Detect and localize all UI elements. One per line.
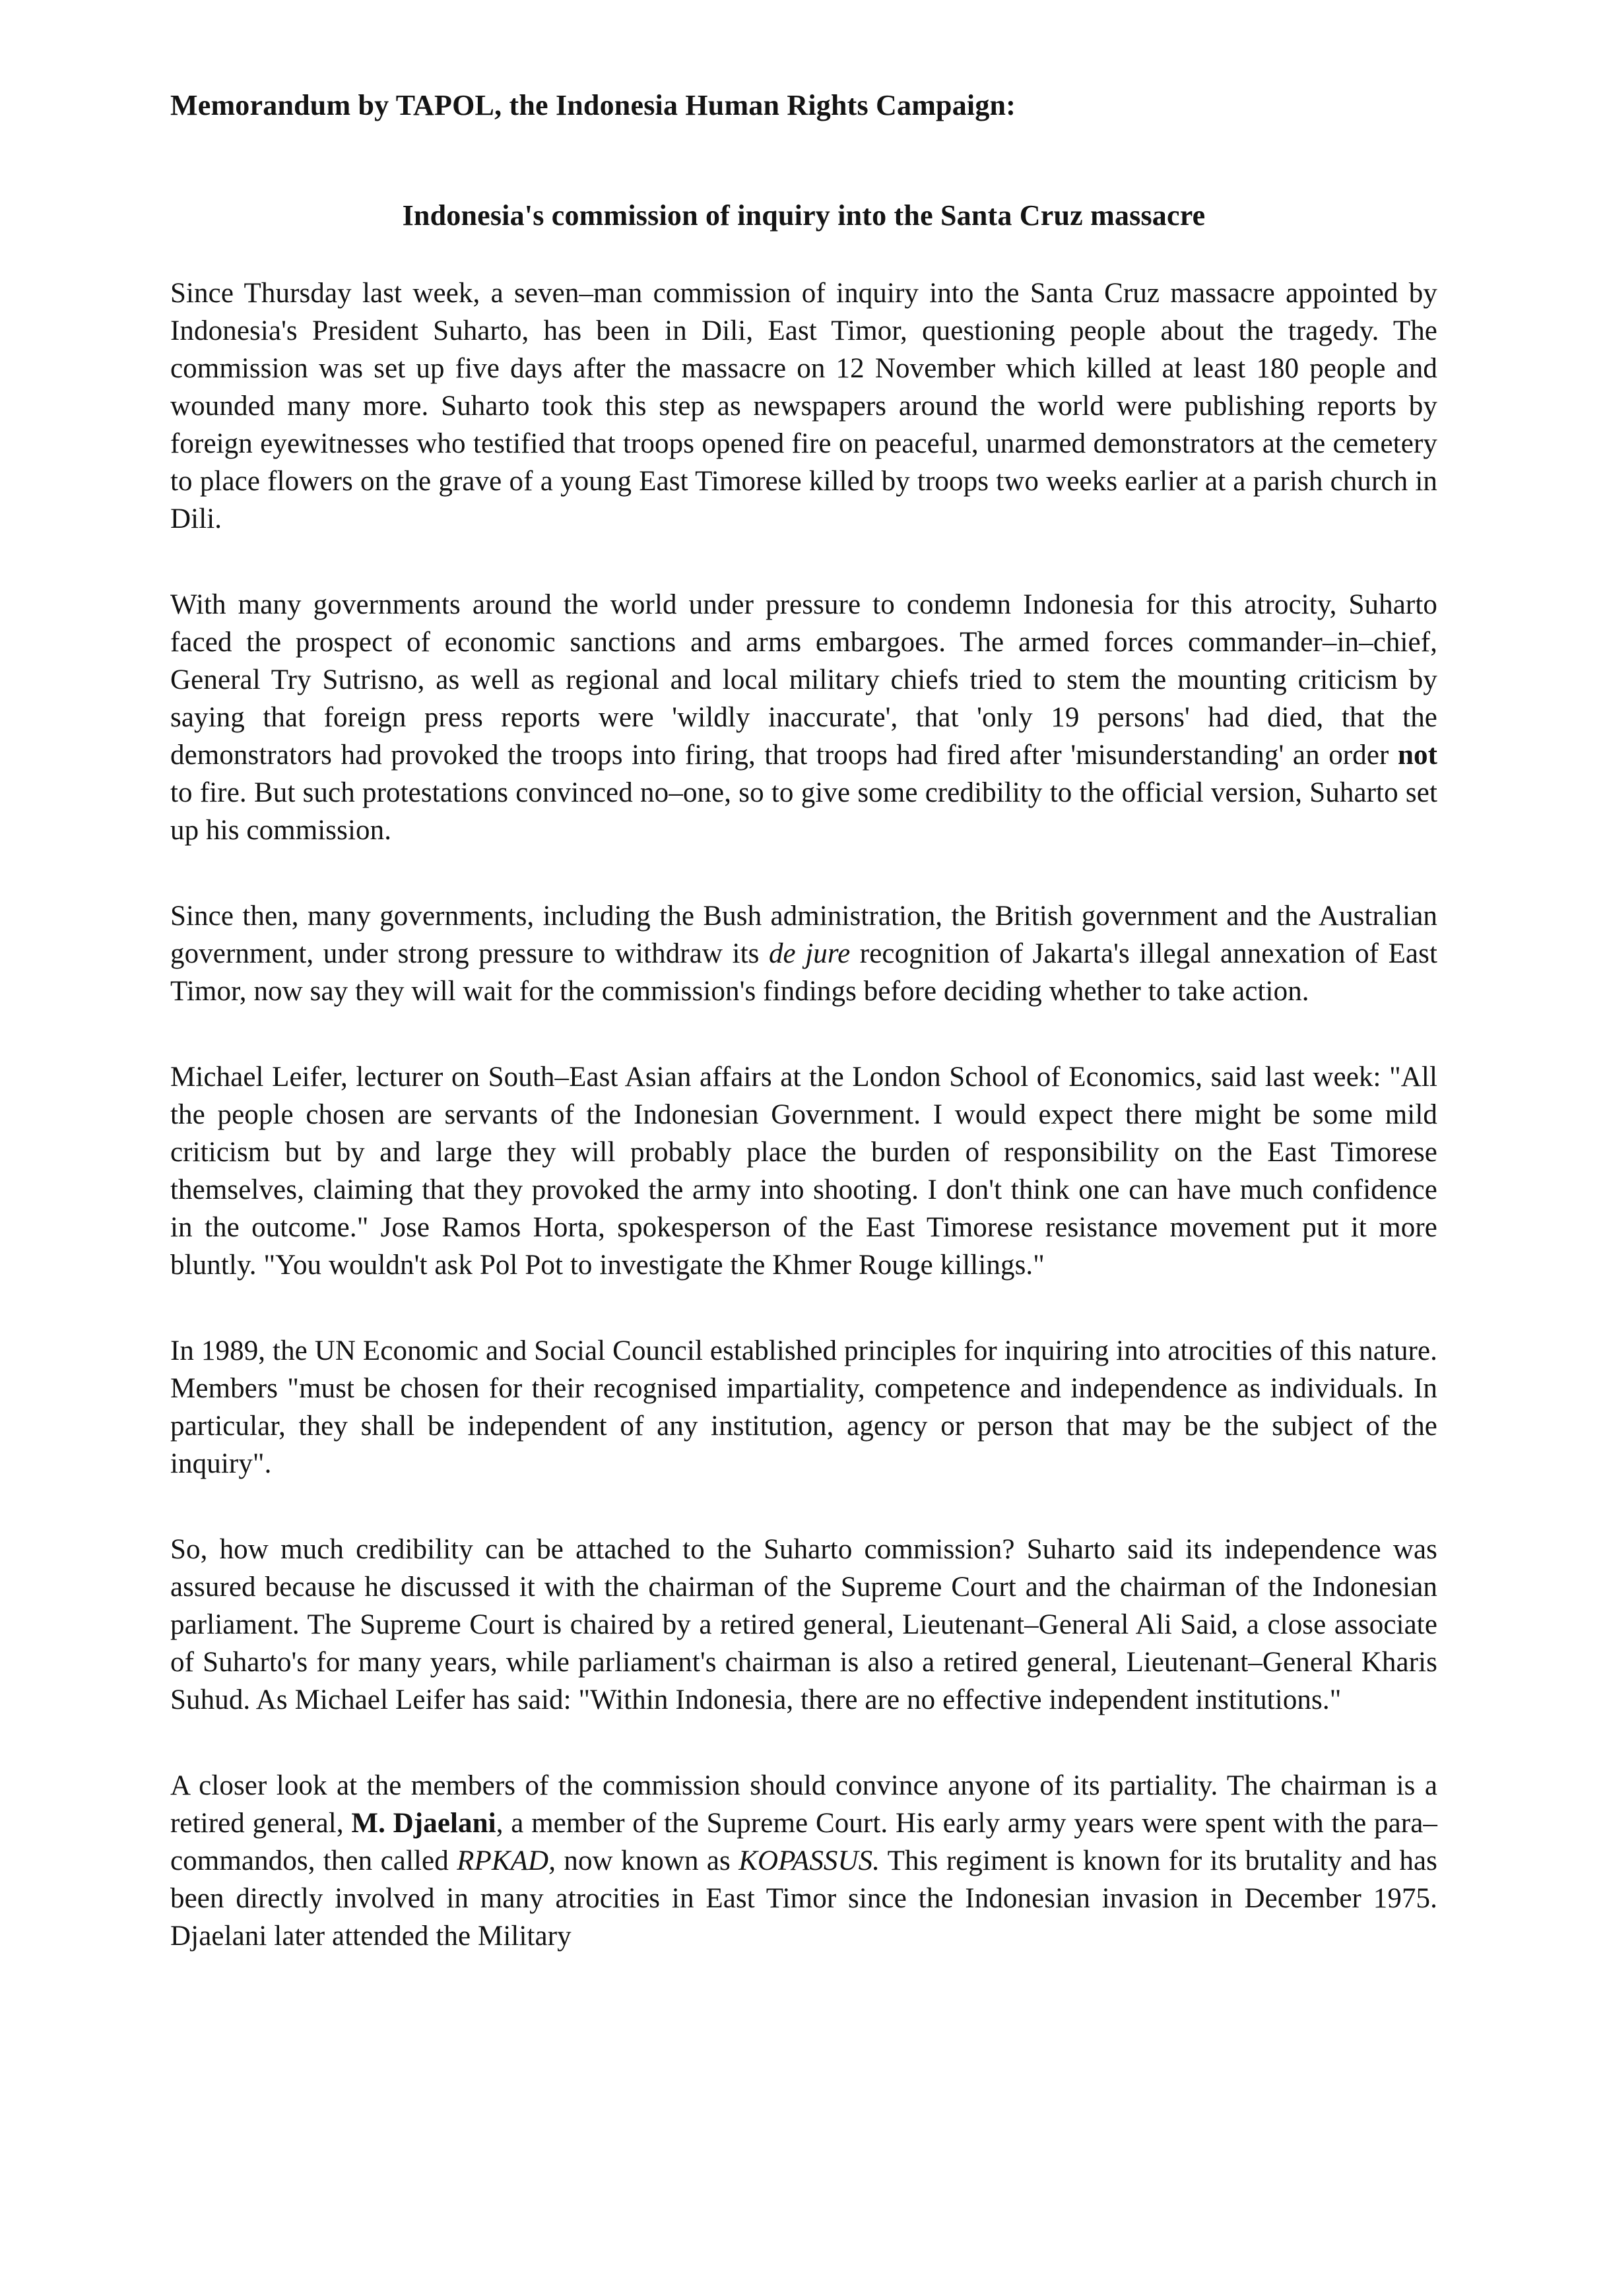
- body-paragraph: [170, 1531, 1437, 1719]
- memorandum-page: [170, 86, 1437, 1955]
- emphasis-bold: not: [1397, 740, 1437, 771]
- emphasis-italic: KOPASSUS.: [738, 1845, 880, 1876]
- emphasis-italic: de jure: [768, 938, 851, 969]
- body-paragraph: [170, 586, 1437, 849]
- body-paragraph: [170, 897, 1437, 1010]
- text-run: recognition of Jakarta's illegal annexation of East Timor, now say they will wait for the commission's findings before deciding whether to take action.: [170, 938, 1437, 1007]
- body-paragraph: [170, 1058, 1437, 1284]
- text-run: This regiment is known for its brutality and has been directly involved in many atrocities in East Timor since the Indonesian invasion in December 1975. Djaelani later attended the Military: [170, 1845, 1438, 1952]
- memorandum-subject: Indonesia's commission of inquiry into the Santa Cruz massacre: [402, 199, 1206, 232]
- body-paragraph: [170, 1332, 1437, 1483]
- body-paragraph: [170, 1767, 1437, 1955]
- memorandum-body: [170, 274, 1437, 1955]
- text-run: , a member of the Supreme Court. His early army years were spent with the para–commandos, then called: [170, 1808, 1437, 1876]
- memorandum-heading: Memorandum by TAPOL, the Indonesia Human Rights Campaign:: [170, 89, 1016, 121]
- body-paragraph: [170, 274, 1437, 538]
- text-run: So, how much credibility can be attached to the Suharto commission? Suharto said its independence was assured because he discussed it with the chairman of the Supreme Court and the chairman of the Indonesian parliament. The Supreme Court is chaired by a retired general, Lieutenant–General Ali Said, a close associate of Suharto's for many years, while parliament's chairman is also a retired general, Lieutenant–General Kharis Suhud. As Michael Leifer has said: "Within Indonesia, there are no effective independent institutions.": [170, 1534, 1437, 1715]
- emphasis-italic: RPKAD,: [457, 1845, 556, 1876]
- text-run: In 1989, the UN Economic and Social Council established principles for inquiring into atrocities of this nature. Members "must be chosen for their recognised impartiality, competence and independence as individuals. In particular, they shall be independent of any institution, agency or person that may be the subject of the inquiry".: [170, 1335, 1437, 1479]
- emphasis-bold: M. Djaelani: [351, 1808, 496, 1839]
- text-run: A closer look at the members of the commission should convince anyone of its partiality. The chairman is a retired general,: [170, 1770, 1437, 1839]
- text-run: With many governments around the world under pressure to condemn Indonesia for this atrocity, Suharto faced the prospect of economic sanctions and arms embargoes. The armed forces commander–in–chief, General Try Sutrisno, as well as regional and local military chiefs tried to stem the mounting criticism by saying that foreign press reports were 'wildly inaccurate', that 'only 19 persons' had died, that the demonstrators had provoked the troops into firing, that troops had fired after 'misunderstanding' an order: [170, 589, 1437, 771]
- text-run: Since Thursday last week, a seven–man commission of inquiry into the Santa Cruz massacre appointed by Indonesia's President Suharto, has been in Dili, East Timor, questioning people about the tragedy. The commission was set up five days after the massacre on 12 November which killed at least 180 people and wounded many more. Suharto took this step as newspapers around the world were publishing reports by foreign eyewitnesses who testified that troops opened fire on peaceful, unarmed demonstrators at the cemetery to place flowers on the grave of a young East Timorese killed by troops two weeks earlier at a parish church in Dili.: [170, 278, 1437, 534]
- text-run: to fire. But such protestations convinced no–one, so to give some credibility to the official version, Suharto set up his commission.: [170, 777, 1437, 846]
- text-run: Since then, many governments, including the Bush administration, the British government and the Australian government, under strong pressure to withdraw its: [170, 901, 1437, 969]
- text-run: now known as: [556, 1845, 739, 1876]
- text-run: Michael Leifer, lecturer on South–East Asian affairs at the London School of Economics, said last week: "All the people chosen are servants of the Indonesian Government. I would expect there might be some mild criticism but by and large they will probably place the burden of responsibility on the East Timorese themselves, claiming that they provoked the army into shooting. I don't think one can have much confidence in the outcome." Jose Ramos Horta, spokesperson of the East Timorese resistance movement put it more bluntly. "You wouldn't ask Pol Pot to investigate the Khmer Rouge killings.": [170, 1062, 1437, 1281]
